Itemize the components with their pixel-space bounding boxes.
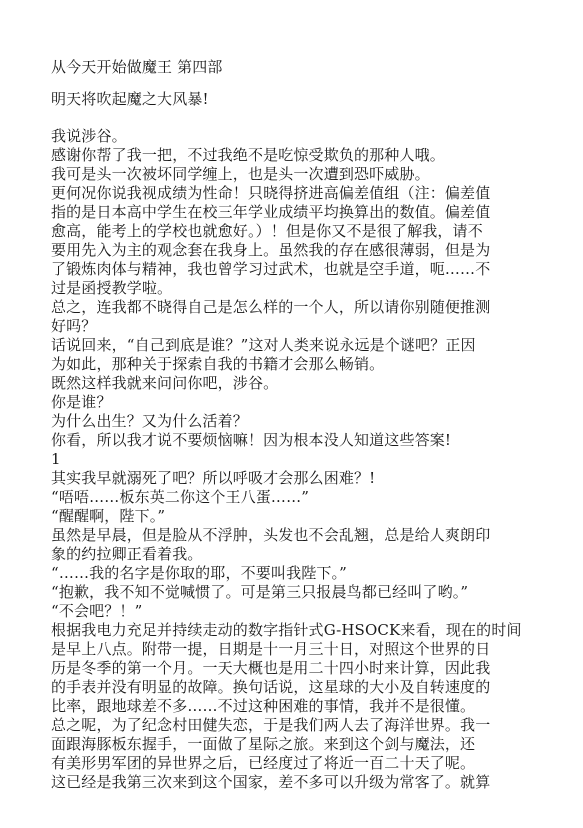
- text-line: 了锻炼肉体与精神，我也曾学习过武术，也就是空手道，呃……不: [51, 260, 491, 278]
- text-line: 过是函授教学啦。: [51, 279, 173, 297]
- text-line: 虽然是早晨，但是脸从不浮肿，头发也不会乱翘，总是给人爽朗印: [51, 526, 491, 544]
- text-line: 好吗？: [51, 317, 97, 335]
- text-line: 比率，跟地球差不多……不过这种困难的事情，我并不是很懂。: [51, 697, 476, 715]
- text-line: 历是冬季的第一个月。一天大概也是用二十四小时来计算，因此我: [51, 659, 491, 677]
- text-line: 面跟海豚板东握手，一面做了星际之旅。来到这个剑与魔法，还: [51, 735, 476, 753]
- text-line: 象的约拉卿正看着我。: [51, 545, 203, 563]
- text-line: 的手表并没有明显的故障。换句话说，这星球的大小及自转速度的: [51, 678, 491, 696]
- text-line: “醒醒啊，陛下。”: [51, 507, 166, 525]
- text-line: 愈高，能考上的学校也就愈好。）！但是你又不是很了解我，请不: [51, 222, 483, 240]
- text-line: 是早上八点。附带一提，日期是十一月三十日，对照这个世界的日: [51, 640, 491, 658]
- text-line: 这已经是我第三次来到这个国家，差不多可以升级为常客了。就算: [51, 773, 491, 791]
- text-line: 为如此，那种关于探索自我的书籍才会那么畅销。: [51, 355, 385, 373]
- text-line: 既然这样我就来问问你吧，涉谷。: [51, 374, 279, 392]
- text-line: 根据我电力充足并持续走动的数字指针式G-HSOCK来看，现在的时间: [51, 621, 522, 639]
- text-line: 感谢你帮了我一把，不过我绝不是吃惊受欺负的那种人哦。: [51, 146, 445, 164]
- text-line: “唔唔……板东英二你这个王八蛋……”: [51, 488, 310, 506]
- text-line: 更何况你说我视成绩为性命！只晓得挤进高偏差值组（注：偏差值: [51, 184, 491, 202]
- chapter-subtitle: 明天将吹起魔之大风暴!: [51, 90, 209, 108]
- text-line: 总之，连我都不晓得自己是怎么样的一个人，所以请你别随便推测: [51, 298, 491, 316]
- text-line: 话说回来，“自己到底是谁？”这对人类来说永远是个谜吧？正因: [51, 336, 476, 354]
- text-line: 你看，所以我才说不要烦恼嘛！因为根本没人知道这些答案!: [51, 431, 452, 449]
- text-line: 你是谁？: [51, 393, 112, 411]
- document-title: 从今天开始做魔王 第四部: [51, 58, 223, 76]
- text-line: 我说涉谷。: [51, 127, 127, 145]
- text-line: 有美形男军团的异世界之后，已经度过了将近一百二十天了呢。: [51, 754, 476, 772]
- text-line: “……我的名字是你取的耶，不要叫我陛下。”: [51, 564, 347, 582]
- text-line: 指的是日本高中学生在校三年学业成绩平均换算出的数值。偏差值: [51, 203, 491, 221]
- text-line: 其实我早就溺死了吧？所以呼吸才会那么困难？!: [51, 469, 376, 487]
- text-line: 总之呢，为了纪念村田健失恋，于是我们两人去了海洋世界。我一: [51, 716, 491, 734]
- text-line: 要用先入为主的观念套在我身上。虽然我的存在感很薄弱，但是为: [51, 241, 491, 259]
- section-number: 1: [51, 450, 61, 468]
- text-line: “抱歉，我不知不觉喊惯了。可是第三只报晨鸟都已经叫了哟。”: [51, 583, 469, 601]
- text-line: “不会吧？！”: [51, 602, 143, 620]
- text-line: 我可是头一次被坏同学缠上，也是头一次遭到恐吓威胁。: [51, 165, 430, 183]
- text-line: 为什么出生？又为什么活着？: [51, 412, 248, 430]
